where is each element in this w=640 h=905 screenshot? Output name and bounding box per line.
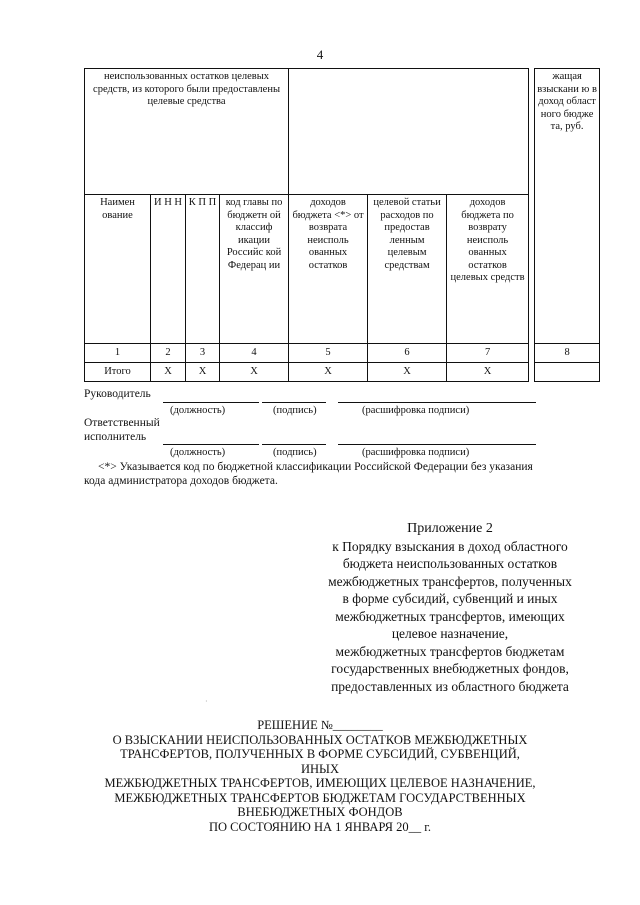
appendix-block — [300, 520, 600, 695]
appendix-title: Приложение 2 — [407, 521, 493, 536]
signature-line — [338, 402, 536, 403]
appendix-line: целевое назначение, — [391, 626, 509, 641]
col-number-4: 4 — [220, 344, 289, 363]
total-cell: X — [447, 363, 529, 382]
total-label: Итого — [85, 363, 151, 382]
header-name: Наимен ование — [85, 195, 151, 344]
col-number-5: 5 — [289, 344, 368, 363]
signature-line — [163, 402, 259, 403]
signature-line — [338, 444, 536, 445]
signature-caption: (подпись) — [273, 405, 317, 416]
table-header-merged-right — [289, 69, 529, 195]
header-kpp: К П П — [186, 195, 220, 344]
responsible-label: исполнитель — [84, 431, 147, 443]
decision-line: ТРАНСФЕРТОВ, ПОЛУЧЕННЫХ В ФОРМЕ СУБСИДИЙ, СУБВЕНЦИЙ, ИНЫХ — [120, 747, 520, 776]
total-cell: X — [368, 363, 447, 382]
decoding-caption: (расшифровка подписи) — [362, 447, 470, 458]
decision-date: ПО СОСТОЯНИЮ НА 1 ЯНВАРЯ 20__ г. — [208, 819, 432, 834]
col-number-1: 1 — [85, 344, 151, 363]
appendix-line: предоставленных из областного бюджета — [331, 678, 569, 694]
total-cell: X — [289, 363, 368, 382]
total-amount — [535, 363, 600, 382]
position-caption: (должность) — [170, 405, 226, 416]
appendix-line: к Порядку взыскания в доход областного — [332, 538, 568, 554]
decision-title: РЕШЕНИЕ №________ — [257, 718, 383, 732]
header-return-code: доходов бюджета по возврату неисполь ованных остатков целевых средств — [447, 195, 529, 344]
header-inn: И Н Н — [151, 195, 186, 344]
table-header-amount: жащая взыскани ю в доход област ного бюдже та, руб. — [535, 69, 600, 344]
appendix-line: межбюджетных трансфертов, имеющих — [335, 608, 565, 624]
table-header-merged-left: неиспользованных остатков целевых средств, из которого были предоставлены целевые средства — [85, 69, 289, 195]
recovery-table — [84, 68, 600, 382]
signature-caption: (подпись) — [273, 447, 317, 458]
page-number: 4 — [316, 47, 324, 62]
appendix-line: бюджета неиспользованных остатков — [342, 556, 558, 571]
appendix-line: межбюджетных трансфертов бюджетам — [335, 643, 565, 659]
total-cell: X — [220, 363, 289, 382]
decision-block — [100, 718, 540, 834]
footnote: <*> Указывается код по бюджетной классификации Российской Федерации без указания кода администратора доходов бюджета. — [84, 461, 533, 487]
appendix-line: государственных внебюджетных фондов, — [331, 661, 569, 676]
decision-line: МЕЖБЮДЖЕТНЫХ ТРАНСФЕРТОВ, ИМЕЮЩИХ ЦЕЛЕВОЕ НАЗНАЧЕНИЕ, — [104, 776, 536, 790]
col-number-2: 2 — [151, 344, 186, 363]
appendix-line: межбюджетных трансфертов, полученных — [328, 573, 572, 589]
appendix-line: в форме субсидий, субвенций и иных — [342, 591, 558, 606]
signature-line — [262, 444, 326, 445]
scan-mark: · — [205, 697, 208, 706]
decision-line: ВНЕБЮДЖЕТНЫХ ФОНДОВ — [237, 805, 403, 819]
position-caption: (должность) — [170, 447, 226, 458]
header-expense-item: целевой статьи расходов по предостав ленным целевым средствам — [368, 195, 447, 344]
signature-line — [262, 402, 326, 403]
total-cell: X — [186, 363, 220, 382]
decision-line: МЕЖБЮДЖЕТНЫХ ТРАНСФЕРТОВ БЮДЖЕТАМ ГОСУДАРСТВЕННЫХ — [114, 790, 526, 805]
total-cell: X — [151, 363, 186, 382]
header-chapter-code: код главы по бюджетн ой классиф икации Российс кой Федерац ии — [220, 195, 289, 344]
col-number-7: 7 — [447, 344, 529, 363]
decoding-caption: (расшифровка подписи) — [362, 405, 470, 416]
responsible-label: Ответственный — [84, 417, 160, 429]
signature-line — [163, 444, 259, 445]
col-number-3: 3 — [186, 344, 220, 363]
col-number-8: 8 — [535, 344, 600, 363]
header-income-code: доходов бюджета <*> от возврата неисполь ованных остатков — [289, 195, 368, 344]
col-number-6: 6 — [368, 344, 447, 363]
decision-line: О ВЗЫСКАНИИ НЕИСПОЛЬЗОВАННЫХ ОСТАТКОВ МЕЖБЮДЖЕТНЫХ — [112, 732, 528, 747]
head-label: Руководитель — [84, 388, 151, 400]
